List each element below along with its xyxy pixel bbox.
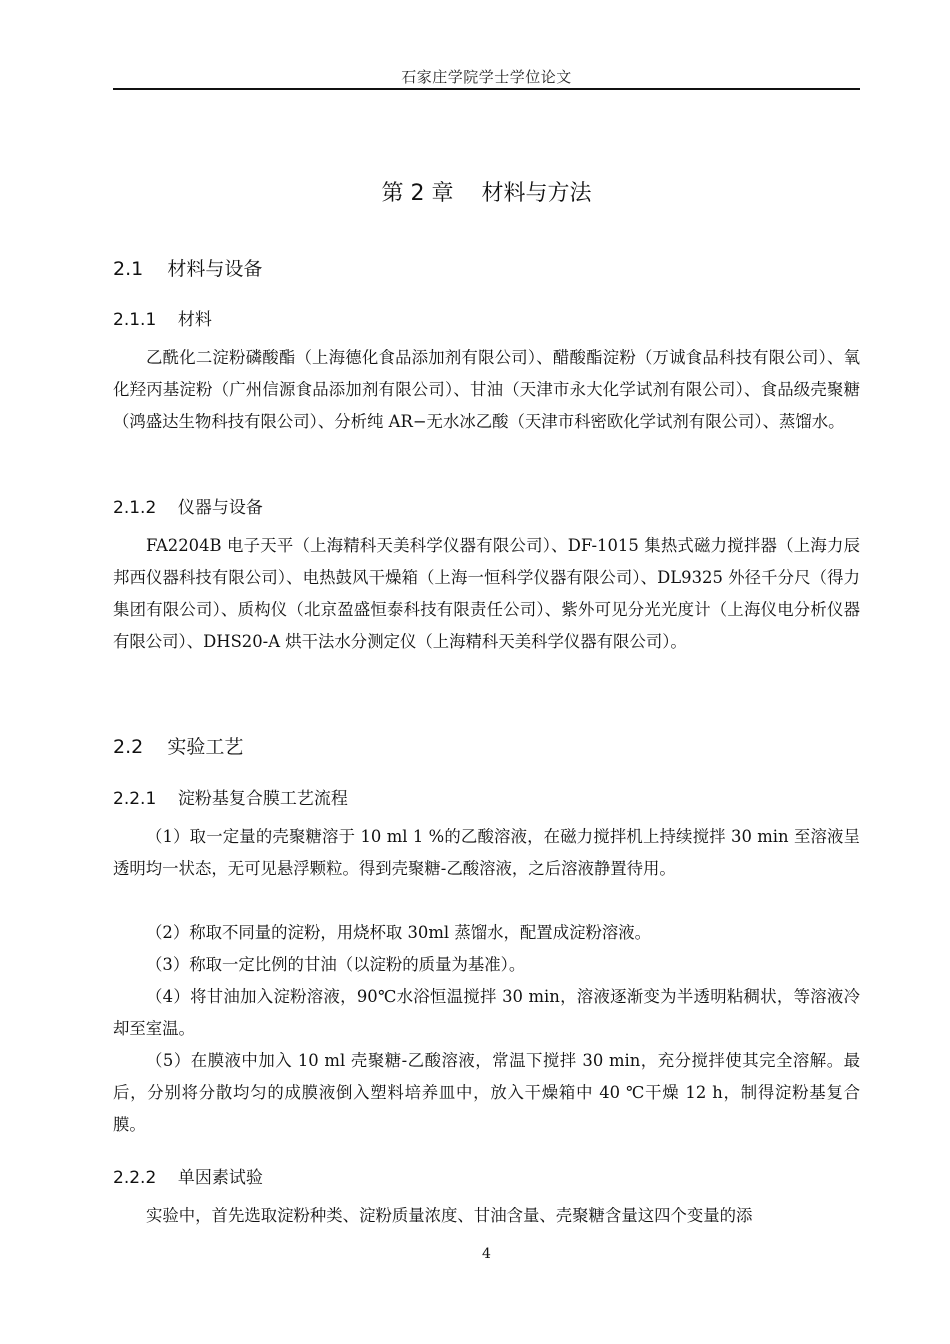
paragraph-materials: 乙酰化二淀粉磷酸酯（上海德化食品添加剂有限公司）、醋酸酯淀粉（万诚食品科技有限公司）、氧化羟丙基淀粉（广州信源食品添加剂有限公司）、甘油（天津市永大化学试剂有限公司）、食品级壳聚糖（鸿盛达生物科技有限公司）、分析纯 AR−无水冰乙酸（天津市科密欧化学试剂有限公司）、蒸馏水。 <box>113 348 860 431</box>
step-paragraph-5: （5）在膜液中加入 10 ml 壳聚糖-乙酸溶液，常温下搅拌 30 min，充分搅拌使其完全溶解。最后，分别将分散均匀的成膜液倒入塑料培养皿中，放入干燥箱中 40 ℃干燥 12 h，制得淀粉基复合膜。 <box>113 1051 860 1134</box>
heading-number: 2.1 <box>113 258 144 280</box>
heading-number: 2.2 <box>113 736 144 758</box>
step-paragraph-3: （3）称取一定比例的甘油（以淀粉的质量为基准）。 <box>146 955 526 974</box>
chapter-number: 第 2 章 <box>381 181 454 206</box>
chapter-gap <box>453 181 481 206</box>
heading-2-2-1 <box>113 784 348 809</box>
heading-number: 2.1.1 <box>113 310 157 330</box>
heading-2-1 <box>113 254 262 281</box>
page-number: 4 <box>482 1246 491 1262</box>
heading-text: 材料 <box>177 310 212 330</box>
step-paragraph-2: （2）称取不同量的淀粉，用烧杯取 30ml 蒸馏水，配置成淀粉溶液。 <box>146 923 652 942</box>
chapter-title <box>113 176 860 207</box>
heading-number: 2.2.1 <box>113 789 157 809</box>
heading-text: 单因素试验 <box>177 1168 263 1188</box>
running-header: 石家庄学院学士学位论文 <box>401 68 572 86</box>
heading-text: 实验工艺 <box>167 736 244 758</box>
heading-text: 仪器与设备 <box>177 498 263 518</box>
paragraph-instruments: FA2204B 电子天平（上海精科天美科学仪器有限公司）、DF-1015 集热式磁力搅拌器（上海力辰邦西仪器科技有限公司）、电热鼓风干燥箱（上海一恒科学仪器有限公司）、DL9325 外径千分尺（得力集团有限公司）、质构仪（北京盈盛恒泰科技有限责任公司）、紫外可见分光光度计（上海仪电分析仪器有限公司）、DHS20-A 烘干法水分测定仪（上海精科天美科学仪器有限公司）。 <box>113 536 860 651</box>
heading-2-1-2 <box>113 493 263 518</box>
heading-number: 2.2.2 <box>113 1168 157 1188</box>
heading-text: 淀粉基复合膜工艺流程 <box>177 789 348 809</box>
heading-2-2 <box>113 732 243 759</box>
step-paragraph-1: （1）取一定量的壳聚糖溶于 10 ml 1 %的乙酸溶液，在磁力搅拌机上持续搅拌 30 min 至溶液呈透明均一状态，无可见悬浮颗粒。得到壳聚糖-乙酸溶液，之后溶液静置待用。 <box>113 827 860 878</box>
heading-2-1-1 <box>113 305 212 330</box>
step-paragraph-4: （4）将甘油加入淀粉溶液，90℃水浴恒温搅拌 30 min，溶液逐渐变为半透明粘稠状，等溶液冷却至室温。 <box>113 987 860 1038</box>
heading-text: 材料与设备 <box>167 258 263 280</box>
header-rule <box>113 88 860 90</box>
chapter-name: 材料与方法 <box>481 181 592 206</box>
heading-number: 2.1.2 <box>113 498 157 518</box>
paragraph-single-factor: 实验中，首先选取淀粉种类、淀粉质量浓度、甘油含量、壳聚糖含量这四个变量的添 <box>146 1206 753 1225</box>
heading-2-2-2 <box>113 1163 263 1188</box>
